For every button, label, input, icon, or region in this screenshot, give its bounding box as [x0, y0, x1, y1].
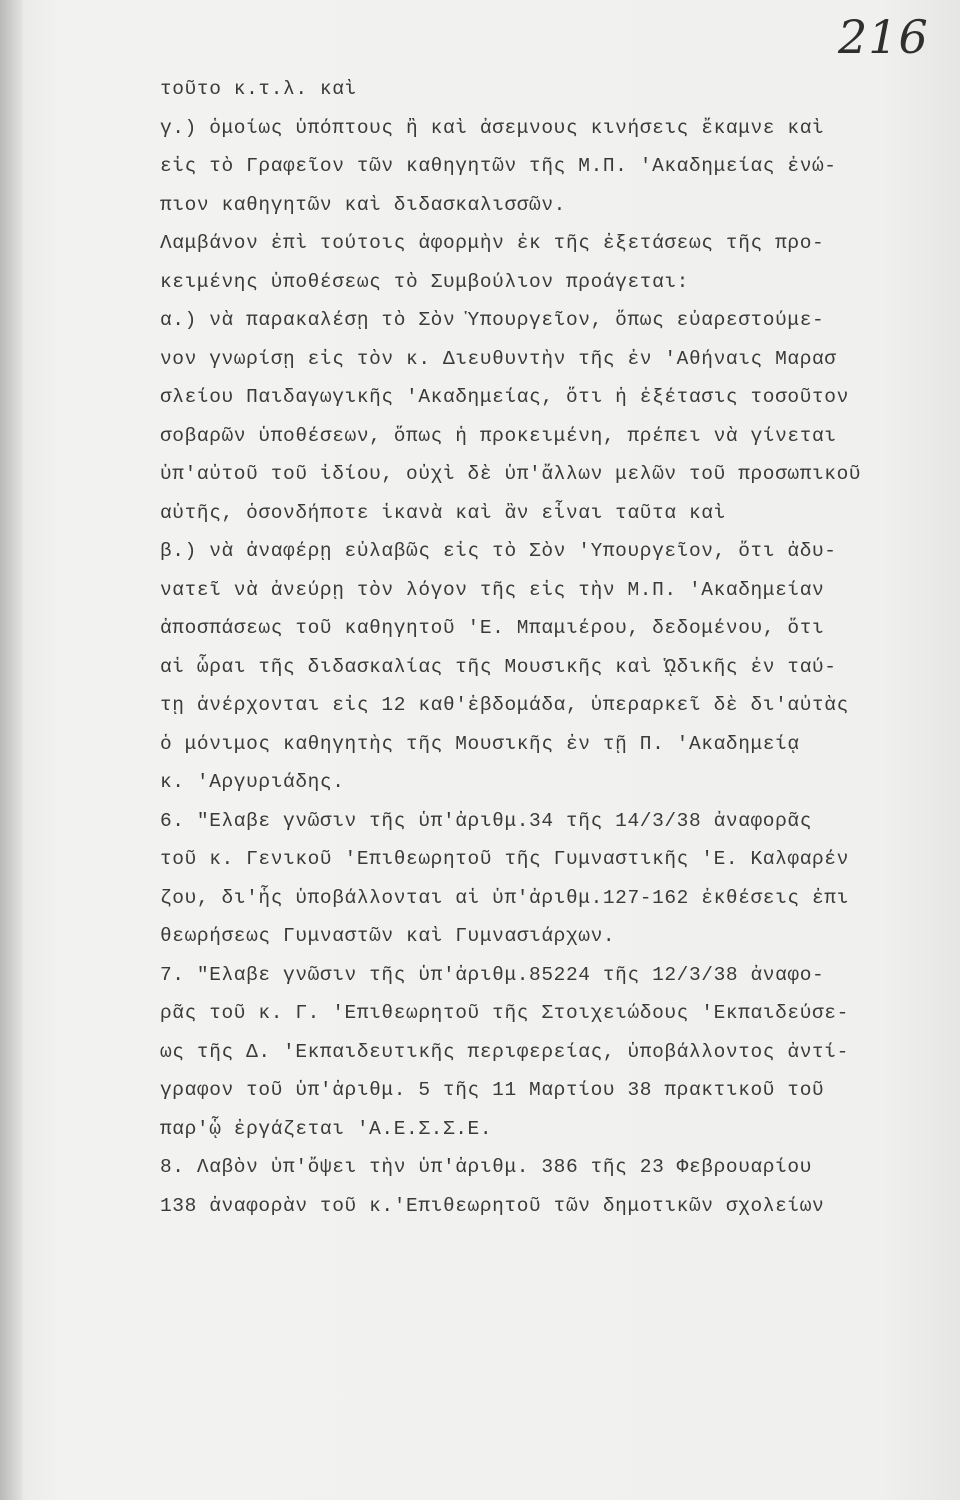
text-line: τοῦτο κ.τ.λ. καὶ — [160, 78, 357, 100]
text-line: αἱ ὧραι τῆς διδασκαλίας τῆς Μουσικῆς καὶ ᾨδικῆς ἐν ταύ- — [160, 655, 837, 678]
text-line: τοῦ κ. Γενικοῦ 'Επιθεωρητοῦ τῆς Γυμναστικῆς 'Ε. Καλφαρέν — [160, 848, 849, 870]
text-line: αὐτῆς, ὁσονδήποτε ἱκανὰ καὶ ἂν εἶναι ταῦτα καὶ — [160, 501, 726, 524]
text-line: ὁ μόνιμος καθηγητὴς τῆς Μουσικῆς ἐν τῇ Π. 'Ακαδημείᾳ — [160, 732, 800, 755]
text-line: ρᾶς τοῦ κ. Γ. 'Επιθεωρητοῦ τῆς Στοιχειώδους 'Εκπαιδεύσε- — [160, 1002, 849, 1024]
text-line: παρ'ᾧ ἐργάζεται 'Α.Ε.Σ.Σ.Ε. — [160, 1117, 493, 1140]
text-line: τῃ ἀνέρχονται εἰς 12 καθ'ἑβδομάδα, ὑπεραρκεῖ δὲ δι'αὐτὰς — [160, 694, 849, 716]
text-line: γραφον τοῦ ὑπ'ἀριθμ. 5 τῆς 11 Μαρτίου 38 πρακτικοῦ τοῦ — [160, 1079, 825, 1101]
text-line: σλείου Παιδαγωγικῆς 'Ακαδημείας, ὅτι ἡ ἐξέτασις τοσοῦτον — [160, 386, 849, 408]
text-line: 8. Λαβὸν ὑπ'ὄψει τὴν ὑπ'ἀριθμ. 386 τῆς 23 Φεβρουαρίου — [160, 1156, 813, 1178]
text-line: θεωρήσεως Γυμναστῶν καὶ Γυμνασιάρχων. — [160, 925, 616, 947]
text-line: Λαμβάνον ἐπὶ τούτοις ἀφορμὴν ἐκ τῆς ἐξετάσεως τῆς προ- — [160, 232, 825, 254]
text-line: 6. "Ελαβε γνῶσιν τῆς ὑπ'ἀριθμ.34 τῆς 14/3/38 ἀναφορᾶς — [160, 809, 813, 832]
text-line: νον γνωρίσῃ εἰς τὸν κ. Διευθυντὴν τῆς ἐν 'Αθήναις Μαρασ — [160, 347, 837, 370]
text-line: νατεῖ νὰ ἀνεύρῃ τὸν λόγον τῆς εἰς τὴν Μ.Π. 'Ακαδημείαν — [160, 578, 825, 601]
text-line: 7. "Ελαβε γνῶσιν τῆς ὑπ'ἀριθμ.85224 τῆς 12/3/38 ἀναφο- — [160, 963, 825, 986]
text-line: εἰς τὸ Γραφεῖον τῶν καθηγητῶν τῆς Μ.Π. 'Ακαδημείας ἐνώ- — [160, 155, 837, 177]
page-edge-shadow — [0, 0, 22, 1500]
text-line: ως τῆς Δ. 'Εκπαιδευτικῆς περιφερείας, ὑποβάλλοντος ἀντί- — [160, 1040, 849, 1063]
text-line: 138 ἀναφορὰν τοῦ κ.'Επιθεωρητοῦ τῶν δημοτικῶν σχολείων — [160, 1194, 825, 1217]
text-line: ὑπ'αὐτοῦ τοῦ ἰδίου, οὐχὶ δὲ ὑπ'ἄλλων μελῶν τοῦ προσωπικοῦ — [160, 463, 862, 485]
text-line: σοβαρῶν ὑποθέσεων, ὅπως ἡ προκειμένη, πρέπει νὰ γίνεται — [160, 424, 837, 447]
text-line: ἀποσπάσεως τοῦ καθηγητοῦ 'Ε. Μπαμιέρου, δεδομένου, ὅτι — [160, 617, 825, 639]
text-line: κειμένης ὑποθέσεως τὸ Συμβούλιον προάγεται: — [160, 270, 689, 293]
text-line: γ.) ὁμοίως ὑπόπτους ἢ καὶ ἀσεμνους κινήσεις ἔκαμνε καὶ — [160, 116, 825, 139]
text-line: β.) νὰ ἀναφέρῃ εὐλαβῶς εἰς τὸ Σὸν 'Υπουργεῖον, ὅτι ἀδυ- — [160, 540, 837, 562]
text-line: α.) νὰ παρακαλέσῃ τὸ Σὸν Ὑπουργεῖον, ὅπως εὐαρεστούμε- — [160, 309, 825, 331]
text-line: πιον καθηγητῶν καὶ διδασκαλισσῶν. — [160, 193, 566, 216]
text-line: κ. 'Αργυριάδης. — [160, 771, 345, 793]
page-number: 216 — [838, 10, 929, 64]
typewritten-text-body — [160, 70, 940, 1225]
text-line: ζου, δι'ἧς ὑποβάλλονται αἱ ὑπ'ἀριθμ.127-162 ἐκθέσεις ἐπι — [160, 886, 849, 909]
